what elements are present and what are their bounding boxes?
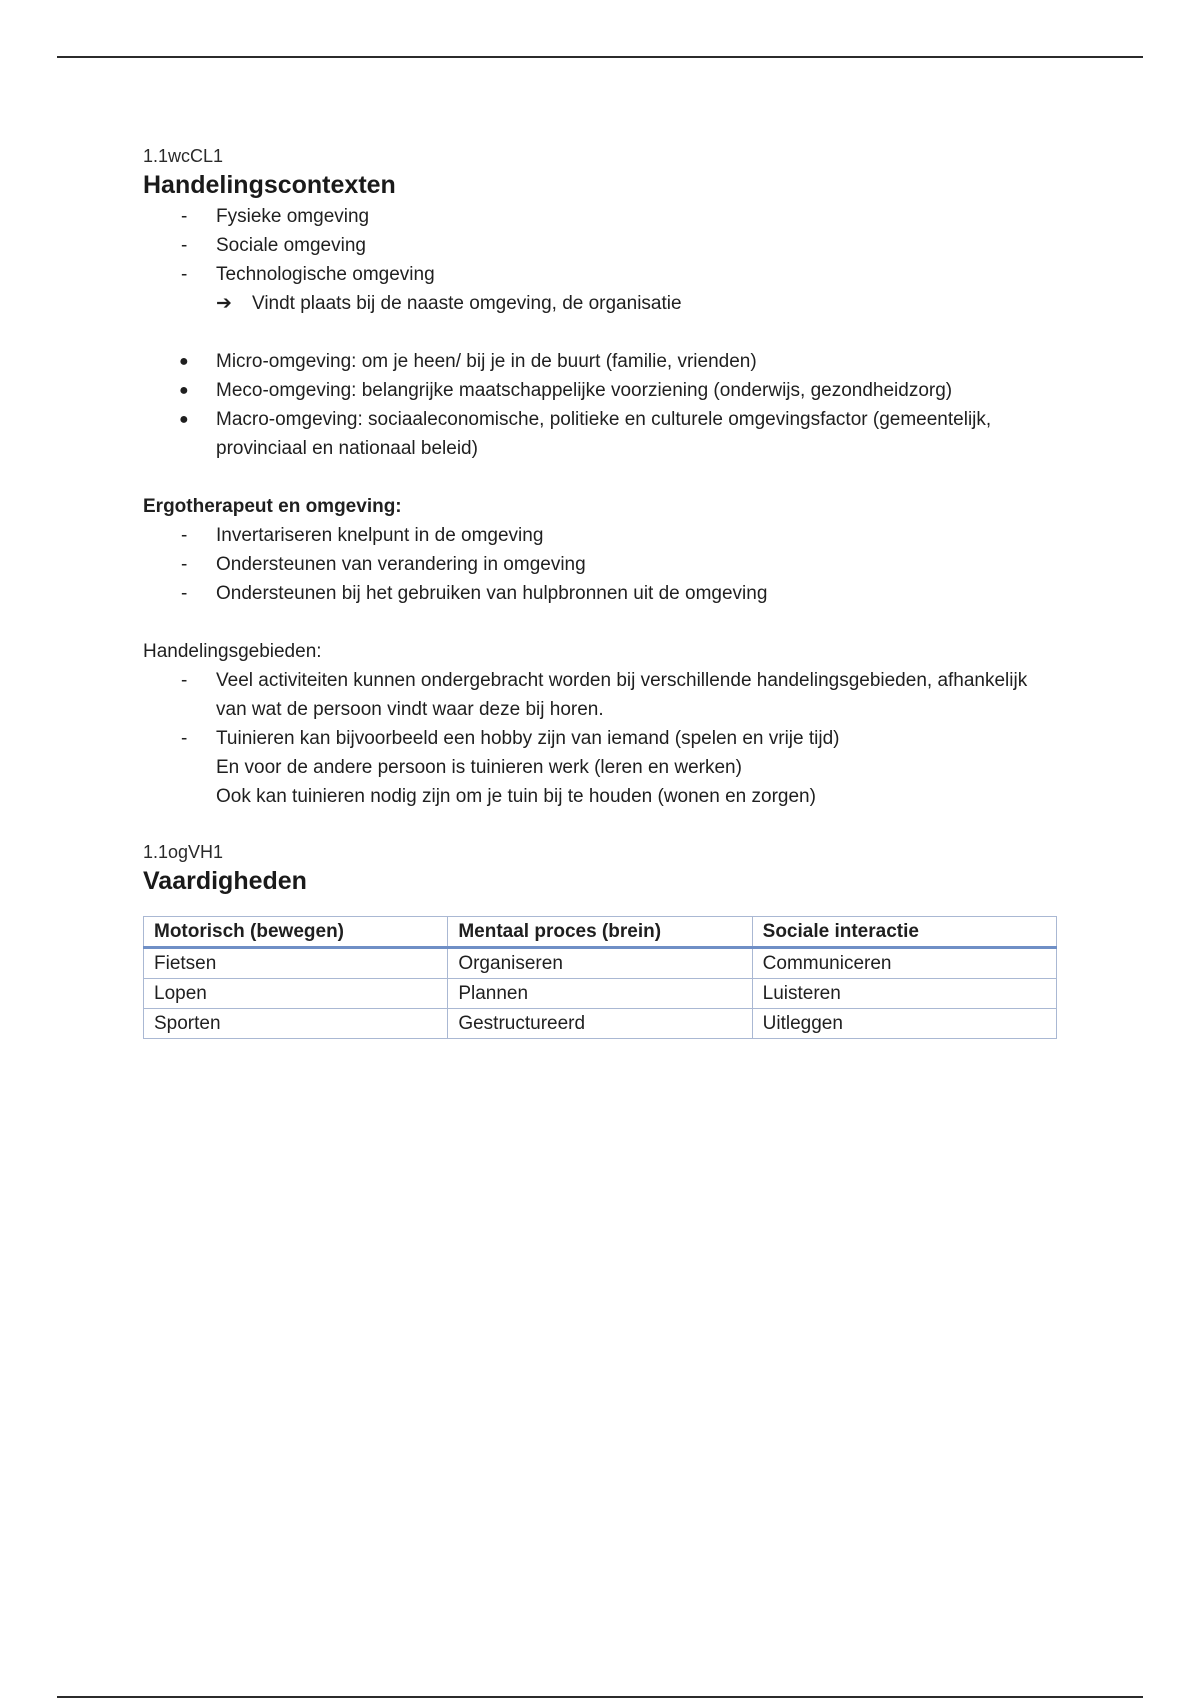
gebieden-heading: Handelingsgebieden: [143,641,322,662]
table-cell: Communiceren [752,948,1056,979]
list-item: - Sociale omgeving [143,231,1063,260]
spacer [143,608,1063,637]
bullet-marker: ● [179,353,189,370]
column-header: Sociale interactie [752,917,1056,948]
list-item: - Technologische omgeving [143,260,1063,289]
dash-marker: - [181,670,188,691]
list-item: ● Meco-omgeving: belangrijke maatschappelijke voorziening (onderwijs, gezondheidzorg) [143,376,1063,405]
table-header-row [144,917,1057,948]
bullet-marker: ● [179,382,189,399]
dash-marker: - [181,264,188,285]
section-title: Vaardigheden [143,867,307,895]
bullet-marker: ● [179,411,189,428]
section-code: 1.1ogVH1 [143,842,224,862]
table-cell: Sporten [144,1009,448,1039]
context-list [143,202,1063,289]
list-item: - Fysieke omgeving [143,202,1063,231]
table-row [144,948,1057,979]
document-body [143,144,1063,1039]
ergo-heading: Ergotherapeut en omgeving: [143,496,402,517]
column-header: Mentaal proces (brein) [448,917,752,948]
table-cell: Lopen [144,979,448,1009]
table-cell: Luisteren [752,979,1056,1009]
header-rule [57,56,1143,58]
list-item: ● Macro-omgeving: sociaaleconomische, politieke en culturele omgevingsfactor (gemeentelijk, provinciaal en nationaal beleid) [143,405,1063,463]
dash-marker: - [181,583,188,604]
list-item: - Tuinieren kan bijvoorbeeld een hobby zijn van iemand (spelen en vrije tijd) En voor de andere persoon is tuinieren werk (leren en werken) Ook kan tuinieren nodig zijn om je tuin bij te houden (wonen en zorgen) [143,724,1063,811]
table-row [144,979,1057,1009]
dash-marker: - [181,235,188,256]
dash-marker: - [181,525,188,546]
footer-rule [57,1696,1143,1698]
dash-marker: - [181,206,188,227]
list-item: - Invertariseren knelpunt in de omgeving [143,521,1063,550]
ergo-list [143,521,1063,608]
list-item: - Ondersteunen van verandering in omgeving [143,550,1063,579]
section-code: 1.1wcCL1 [143,146,224,166]
dash-marker: - [181,554,188,575]
table-row [144,1009,1057,1039]
table-cell: Gestructureerd [448,1009,752,1039]
spacer [143,811,1063,840]
environment-list [143,347,1063,463]
table-cell: Plannen [448,979,752,1009]
dash-marker: - [181,728,188,749]
arrow-note: ➔ Vindt plaats bij de naaste omgeving, de organisatie [143,289,1063,318]
spacer [143,463,1063,492]
spacer [143,318,1063,347]
list-item: - Veel activiteiten kunnen ondergebracht worden bij verschillende handelingsgebieden, afhankelijk van wat de persoon vindt waar deze bij horen. [143,666,1063,724]
list-item: ● Micro-omgeving: om je heen/ bij je in de buurt (familie, vrienden) [143,347,1063,376]
arrow-right-icon: ➔ [216,293,232,314]
table-cell: Organiseren [448,948,752,979]
list-item: - Ondersteunen bij het gebruiken van hulpbronnen uit de omgeving [143,579,1063,608]
column-header: Motorisch (bewegen) [144,917,448,948]
skills-table [143,916,1057,1039]
table-cell: Fietsen [144,948,448,979]
gebieden-list [143,666,1063,811]
table-cell: Uitleggen [752,1009,1056,1039]
section-title: Handelingscontexten [143,171,396,199]
